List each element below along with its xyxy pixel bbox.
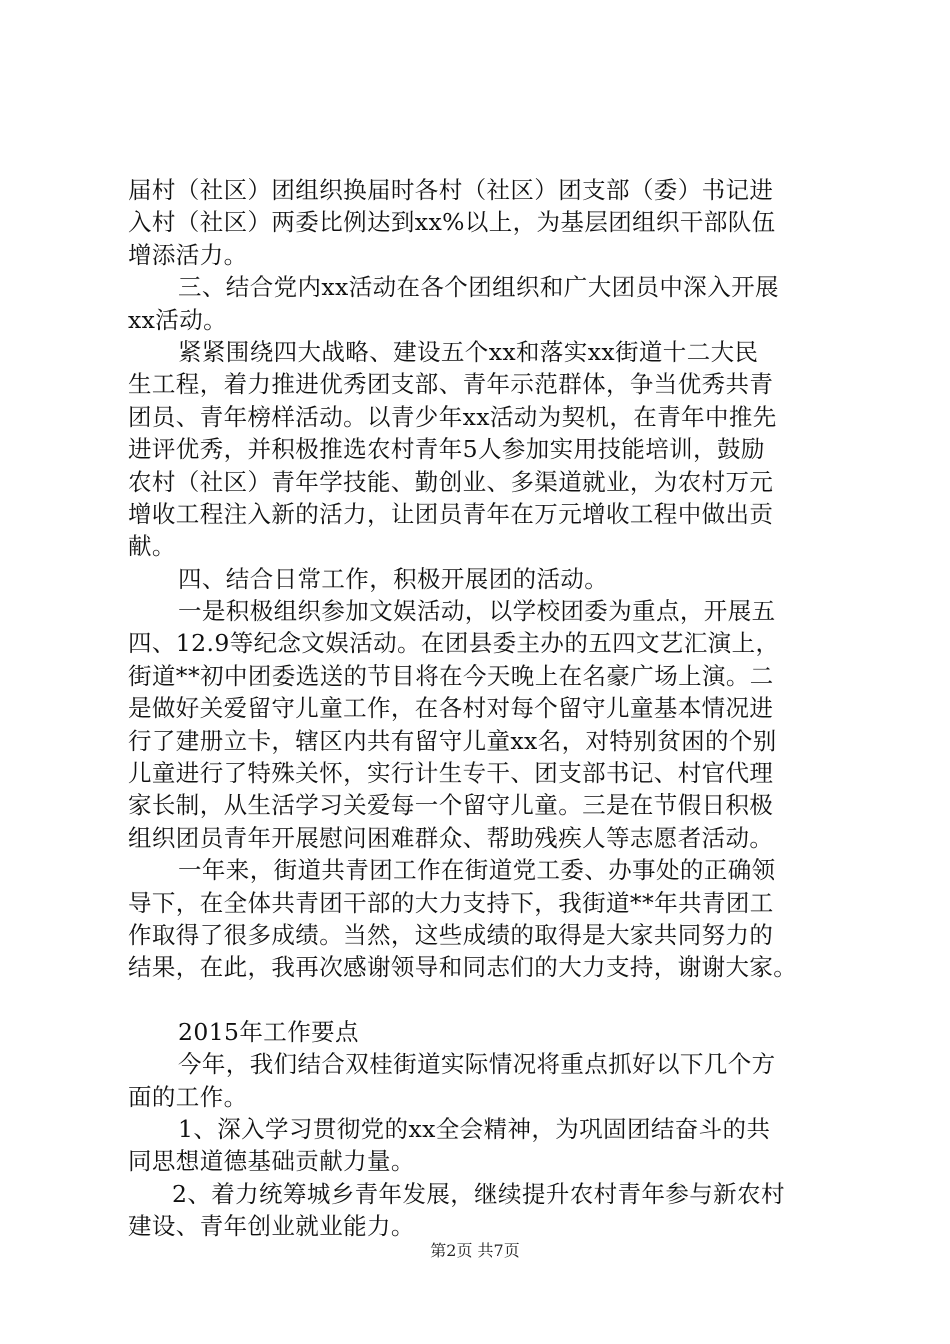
text-line: 生工程，着力推进优秀团支部、青年示范群体，争当优秀共青 [128, 370, 774, 399]
text-line: 献。 [128, 532, 176, 561]
text-line: 紧紧围绕四大战略、建设五个xx和落实xx街道十二大民 [178, 337, 759, 366]
paragraph [128, 1048, 828, 1113]
text-line: 行了建册立卡，辖区内共有留守儿童xx名，对特别贫困的个别 [128, 726, 777, 755]
paragraph [128, 336, 828, 563]
text-line: 家长制，从生活学习关爱每一个留守儿童。三是在节假日积极 [128, 791, 774, 820]
paragraph [128, 1113, 828, 1178]
text-line: 进评优秀，并积极推选农村青年5人参加实用技能培训，鼓励 [128, 435, 765, 464]
page-number-footer: 第2页 共7页 [430, 1241, 520, 1260]
text-line: 是做好关爱留守儿童工作，在各村对每个留守儿童基本情况进 [128, 694, 774, 723]
text-line: 团员、青年榜样活动。以青少年xx活动为契机，在青年中推先 [128, 402, 777, 431]
paragraph [128, 595, 828, 854]
text-line: 儿童进行了特殊关怀，实行计生专干、团支部书记、村官代理 [128, 759, 774, 788]
text-line: 结果，在此，我再次感谢领导和同志们的大力支持，谢谢大家。 [128, 953, 798, 982]
text-line: 街道**初中团委选送的节目将在今天晚上在名豪广场上演。二 [128, 661, 774, 690]
text-line: 同思想道德基础贡献力量。 [128, 1147, 415, 1176]
text-line: 入村（社区）两委比例达到xx%以上，为基层团组织干部队伍 [128, 208, 776, 237]
text-line: 面的工作。 [128, 1082, 248, 1111]
paragraph [128, 271, 828, 336]
text-line: 四、12.9等纪念文娱活动。在团县委主办的五四文艺汇演上， [128, 629, 780, 658]
section-spacer [128, 984, 828, 1016]
text-line: xx活动。 [128, 305, 228, 334]
text-line: 一年来，街道共青团工作在街道党工委、办事处的正确领 [178, 856, 776, 885]
paragraph [128, 563, 828, 595]
text-line: 建设、青年创业就业能力。 [128, 1212, 415, 1241]
text-line: 三、结合党内xx活动在各个团组织和广大团员中深入开展 [178, 273, 779, 302]
paragraph [128, 174, 828, 271]
text-line: 1、深入学习贯彻党的xx全会精神，为巩固团结奋斗的共 [178, 1114, 771, 1143]
text-line: 作取得了很多成绩。当然，这些成绩的取得是大家共同努力的 [128, 920, 774, 949]
text-line: 四、结合日常工作，积极开展团的活动。 [178, 564, 609, 593]
text-line: 今年，我们结合双桂街道实际情况将重点抓好以下几个方 [178, 1050, 776, 1079]
text-line: 2、着力统筹城乡青年发展，继续提升农村青年参与新农村 [172, 1179, 785, 1208]
text-line: 农村（社区）青年学技能、勤创业、多渠道就业，为农村万元 [128, 467, 774, 496]
text-line: 增收工程注入新的活力，让团员青年在万元增收工程中做出贡 [128, 499, 774, 528]
text-line: 导下，在全体共青团干部的大力支持下，我街道**年共青团工 [128, 888, 774, 917]
section-heading: 2015年工作要点 [178, 1017, 359, 1046]
text-line: 一是积极组织参加文娱活动，以学校团委为重点，开展五 [178, 597, 776, 626]
paragraph [128, 1178, 828, 1243]
paragraph [128, 854, 828, 984]
document-body [128, 174, 828, 1243]
text-line: 组织团员青年开展慰问困难群众、帮助残疾人等志愿者活动。 [128, 823, 774, 852]
text-line: 增添活力。 [128, 240, 248, 269]
text-line: 届村（社区）团组织换届时各村（社区）团支部（委）书记进 [128, 176, 774, 204]
